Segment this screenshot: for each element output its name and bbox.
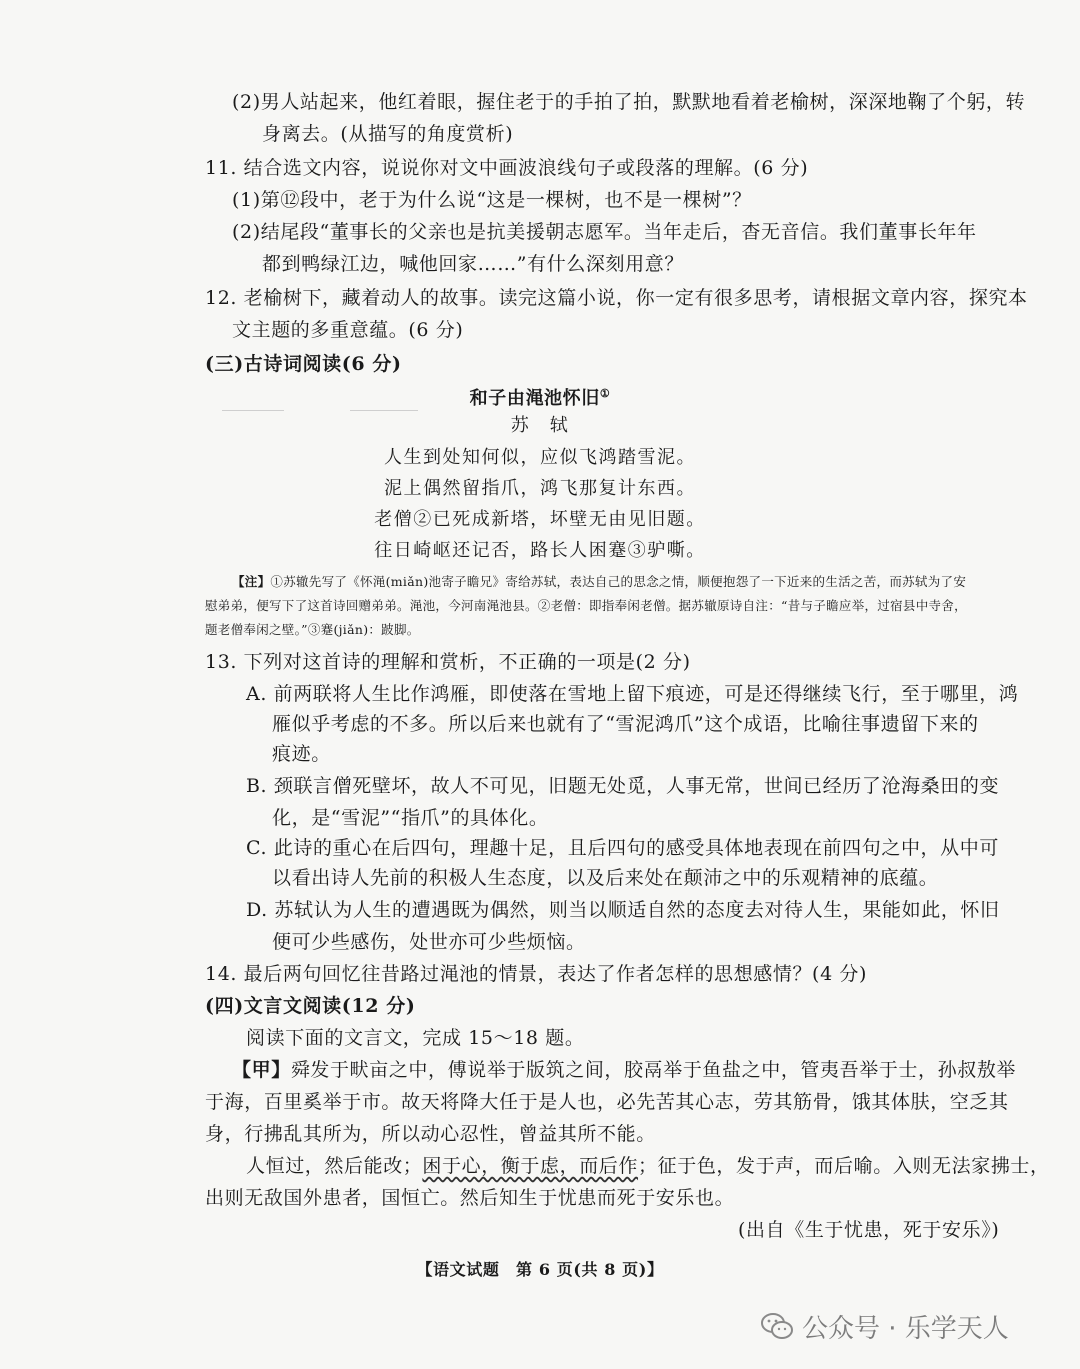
section4-intro: 阅读下面的文言文，完成 15～18 题。	[246, 1027, 585, 1049]
q12-line2: 文主题的多重意蕴。(6 分)	[232, 319, 464, 341]
watermark	[760, 1306, 1009, 1346]
poem-note-line-3: 题老僧奉闲之壁。”③蹇(jiǎn)：跛脚。	[205, 622, 420, 637]
poem-note-line-1: 【注】①苏辙先写了《怀渑(miǎn)池寄子瞻兄》寄给苏轼，表达自己的思念之情，顺便抱怨了一下近来的生活之苦，而苏轼为了安	[232, 574, 967, 589]
q11-sub2-line2: 都到鸭绿江边，喊他回家……”有什么深刻用意？	[262, 253, 684, 275]
q12-line1: 12. 老榆树下，藏着动人的故事。读完这篇小说，你一定有很多思考，请根据文章内容，探究本	[205, 287, 1028, 309]
q13-option-c-line1: C. 此诗的重心在后四句，理趣十足，且后四句的感受具体地表现在前四句之中，从中可	[246, 837, 999, 859]
q11-sub2-line1: (2)结尾段“董事长的父亲也是抗美援朝志愿军。当年走后，杳无音信。我们董事长年年	[232, 221, 977, 243]
q13-option-a-line1: A. 前两联将人生比作鸿雁，即使落在雪地上留下痕迹，可是还得继续飞行，至于哪里，鸿	[246, 683, 1019, 705]
poem-note-label: 【注】	[232, 574, 271, 589]
q13-option-c-line2: 以看出诗人先前的积极人生态度，以及后来处在颠沛之中的乐观精神的底蕴。	[272, 867, 939, 889]
poem-title: 和子由渑池怀旧①	[469, 387, 611, 409]
classical-source: (出自《生于忧患，死于安乐》)	[738, 1219, 1000, 1241]
wavy-underlined-phrase: 困于心，衡于虑，而后作	[422, 1155, 639, 1177]
classical-p1-line1: 【甲】舜发于畎亩之中，傅说举于版筑之间，胶鬲举于鱼盐之中，管夷吾举于士，孙叔敖举	[232, 1059, 1017, 1081]
section4-heading: (四)文言文阅读(12 分)	[205, 995, 416, 1017]
poem-note-line-2: 慰弟弟，便写下了这首诗回赠弟弟。渑池，今河南渑池县。②老僧：即指奉闲老僧。据苏辙原诗自注：“昔与子瞻应举，过宿县中寺舍，	[205, 598, 967, 613]
poem-title-note: ①	[599, 387, 611, 400]
poem-line-3: 老僧②已死成新塔，坏壁无由见旧题。	[374, 509, 706, 530]
section3-heading: (三)古诗词阅读(6 分)	[205, 353, 402, 375]
q10-sub2-line2: 身离去。(从描写的角度赏析)	[262, 123, 514, 145]
poem-line-1: 人生到处知何似，应似飞鸿踏雪泥。	[384, 447, 696, 468]
q13-option-d-line2: 便可少些感伤，处世亦可少些烦恼。	[272, 931, 586, 953]
q13-option-a-line2: 雁似乎考虑的不多。所以后来也就有了“雪泥鸿爪”这个成语，比喻往事遗留下来的	[272, 713, 979, 735]
q14-stem: 14. 最后两句回忆往昔路过渑池的情景，表达了作者怎样的思想感情？(4 分)	[205, 963, 868, 985]
q11-sub1: (1)第⑫段中，老于为什么说“这是一棵树，也不是一棵树”？	[232, 189, 752, 211]
classical-p1-line2: 于海，百里奚举于市。故天将降大任于是人也，必先苦其心志，劳其筋骨，饿其体肤，空乏其	[205, 1091, 1009, 1113]
q13-option-b-line1: B. 颈联言僧死壁坏，故人不可见，旧题无处觅，人事无常，世间已经历了沧海桑田的变	[246, 775, 1000, 797]
classical-p1-line3: 身，行拂乱其所为，所以动心忍性，曾益其所不能。	[205, 1123, 656, 1145]
q13-stem: 13. 下列对这首诗的理解和赏析，不正确的一项是(2 分)	[205, 651, 691, 673]
q13-option-a-line3: 痕迹。	[272, 743, 331, 765]
q13-option-b-line2: 化，是“雪泥”“指爪”的具体化。	[272, 807, 549, 829]
wechat-icon	[760, 1311, 794, 1341]
poem-line-4: 往日崎岖还记否，路长人困蹇③驴嘶。	[374, 540, 706, 561]
poem-author: 苏 轼	[510, 415, 570, 436]
poem-line-2: 泥上偶然留指爪，鸿飞那复计东西。	[384, 478, 696, 499]
q11-stem: 11. 结合选文内容，说说你对文中画波浪线句子或段落的理解。(6 分)	[205, 157, 809, 179]
page-footer: 【语文试题 第 6 页(共 8 页)】	[416, 1260, 664, 1279]
watermark-text: 公众号 · 乐学天人	[802, 1313, 1009, 1344]
classical-p2-line2: 出则无敌国外患者，国恒亡。然后知生于忧患而死于安乐也。	[205, 1187, 735, 1209]
q13-option-d-line1: D. 苏轼认为人生的遭遇既为偶然，则当以顺适自然的态度去对待人生，果能如此，怀旧	[246, 899, 1000, 921]
classical-p2-line1: 人恒过，然后能改；困于心，衡于虑，而后作；征于色，发于声，而后喻。入则无法家拂士，	[246, 1155, 1050, 1177]
jia-label: 【甲】	[232, 1059, 291, 1081]
q10-sub2-line1: (2)男人站起来，他红着眼，握住老于的手拍了拍，默默地看着老榆树，深深地鞠了个躬，转	[232, 91, 1026, 113]
